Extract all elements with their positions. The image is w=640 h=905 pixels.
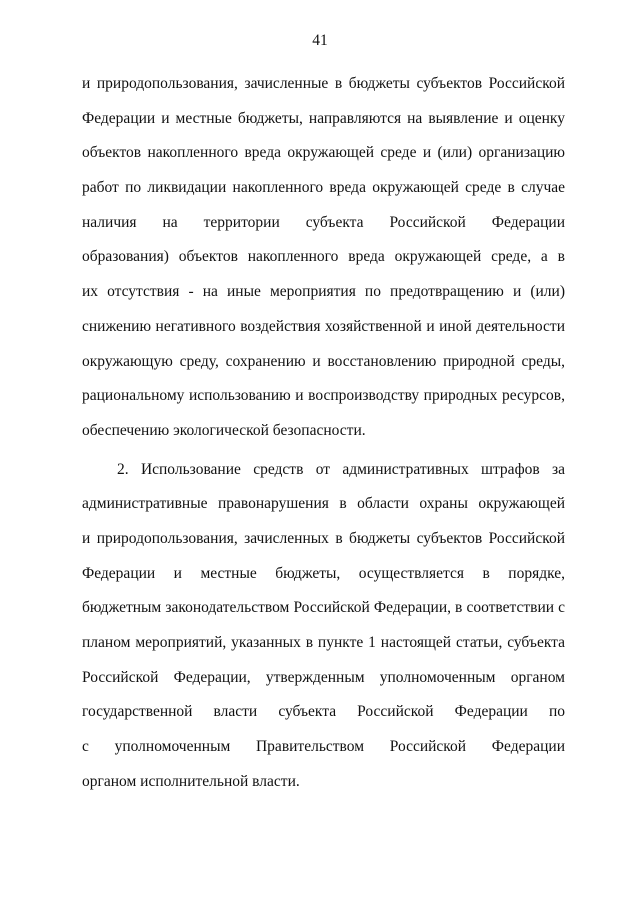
text-line: работ по ликвидации накопленного вреда окружающей среде в случае — [82, 179, 565, 197]
text-line: Российской Федерации, утвержденным уполномоченным органом — [82, 668, 565, 686]
document-body — [82, 67, 565, 799]
text-line: 2. Использование средств от административных штрафов за — [117, 460, 565, 478]
text-line: с уполномоченным Правительством Российской Федерации — [82, 738, 565, 756]
text-line: рациональному использованию и воспроизводству природных ресурсов, — [82, 387, 565, 405]
text-line: планом мероприятий, указанных в пункте 1 настоящей статьи, субъекта — [82, 634, 565, 651]
page-number: 41 — [312, 32, 328, 49]
text-line: государственной власти субъекта Российской Федерации по — [82, 703, 565, 721]
text-line: обеспечению экологической безопасности. — [82, 421, 366, 439]
paragraph-2 — [82, 453, 565, 800]
text-line: Федерации и местные бюджеты, направляются на выявление и оценку — [82, 109, 565, 127]
text-line: их отсутствия - на иные мероприятия по предотвращению и (или) — [82, 283, 565, 301]
text-line: Федерации и местные бюджеты, осуществляется в порядке, — [82, 564, 565, 582]
text-line: окружающую среду, сохранению и восстановлению природной среды, — [82, 352, 565, 370]
paragraph-1 — [82, 67, 565, 449]
text-line: и природопользования, зачисленные в бюджеты субъектов Российской — [82, 75, 565, 92]
text-line: образования) объектов накопленного вреда окружающей среде, а в — [82, 248, 565, 266]
text-line: снижению негативного воздействия хозяйственной и иной деятельности — [82, 317, 565, 335]
text-line: административные правонарушения в области охраны окружающей — [82, 495, 565, 513]
text-line: бюджетным законодательством Российской Федерации, в соответствии с — [82, 599, 565, 617]
text-line: органом исполнительной власти. — [82, 772, 300, 790]
text-line: объектов накопленного вреда окружающей среде и (или) организацию — [82, 144, 565, 162]
text-line: наличия на территории субъекта Российской Федерации — [82, 213, 565, 231]
text-line: и природопользования, зачисленных в бюджеты субъектов Российской — [82, 529, 565, 547]
